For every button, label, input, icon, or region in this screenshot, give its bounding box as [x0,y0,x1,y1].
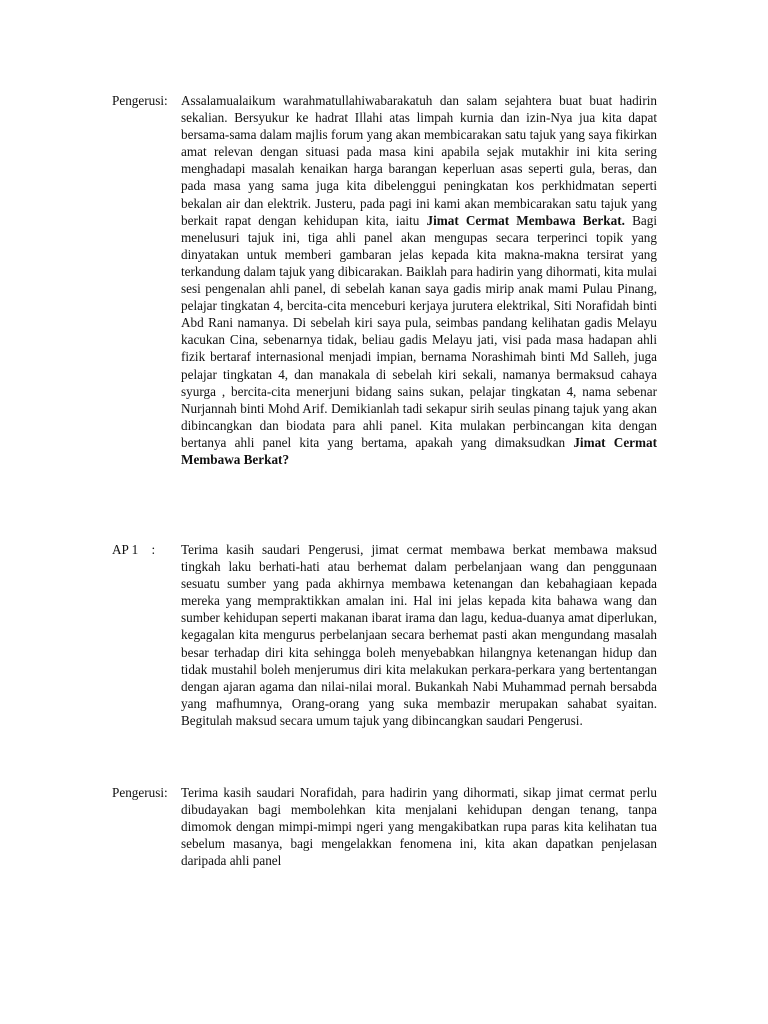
speaker-label: Pengerusi: [112,785,168,800]
speech-segment: Bagi menelusuri tajuk ini, tiga ahli panel akan mengupas secara terperinci topik yang dinyatakan untuk memberi gambaran jelas kepada kita makna-makna tersirat yang terkandung dalam tajuk yang dibicarakan. Baiklah para hadirin yang dihormati, kita mulai sesi pengenalan ahli panel, di sebelah kanan saya gadis mirip anak mami Pulau Pinang, pelajar tingkatan 4, bercita-cita menceburi kerjaya jurutera elektrikal, Siti Norafidah binti Abd Rani namanya. Di sebelah kiri saya pula, seimbas pandang kelihatan gadis Melayu kacukan Cina, sebenarnya tidak, beliau gadis Melayu jati, visi pada masa hadapan ahli fizik bertaraf internasional menjadi impian, bernama Norashimah binti Md Salleh, juga pelajar tingkatan 4, dan manakala di sebelah kiri sekali, namanya bermaksud cahaya syurga , bercita-cita menerjuni bidang sains sukan, pelajar tingkatan 4, nama sebenar Nurjannah binti Mohd Arif. Demikianlah tadi sekapur sirih seulas pinang tajuk yang akan dibincangkan dan biodata para ahli panel. Kita mulakan perbincangan kita dengan bertanya ahli panel kita yang bertama, apakah yang dimaksudkan [181,212,657,450]
speech-text [181,92,657,468]
speech-segment: Assalamualaikum warahmatullahiwabarakatuh dan salam sejahtera buat buat hadirin sekalian. Bersyukur ke hadrat Illahi atas limpah kurnia dan izin-Nya jua kita dapat bersama-sama dalam majlis forum yang akan membicarakan satu tajuk yang saya fikirkan amat relevan dengan situasi pada masa kini apabila sejak mutakhir ini kita sering menghadapi masalah kenaikan harga barangan keperluan asas seperti gula, beras, dan pada masa yang sama juga kita dibelenggui peningkatan kos perkhidmatan seperti bekalan air dan elektrik. Justeru, pada pagi ini kami akan membicarakan satu tajuk yang berkait rapat dengan kehidupan kita, iaitu [181,93,657,228]
speech-text [181,541,657,729]
speech-segment: Terima kasih saudari Pengerusi, jimat cermat membawa berkat membawa maksud tingkah laku berhati-hati atau berhemat dalam perbelanjaan wang dan penggunaan sesuatu sumber yang pada akhirnya membawa ketenangan dan kebahagiaan kepada mereka yang mempraktikkan amalan ini. Hal ini jelas kepada kita bahawa wang dan sumber kehidupan seperti makanan ibarat irama dan lagu, kedua-duanya amat diperlukan, kegagalan kita mengurus perbelanjaan secara berhemat pasti akan mengundang masalah besar terhadap diri kita sehingga boleh menyebabkan hilangnya ketenangan hidup dan tidak mustahil boleh menjerumus diri kita melakukan perkara-perkara yang bertentangan dengan ajaran agama dan nilai-nilai moral. Bukankah Nabi Muhammad pernah bersabda yang mafhumnya, Orang-orang yang suka membazir merupakan sahabat syaitan. Begitulah maksud secara umum tajuk yang dibincangkan saudari Pengerusi. [181,542,657,728]
topic-question-bold: Jimat Cermat Membawa Berkat? [181,434,657,467]
dialogue-entry-chairperson-followup [112,784,657,869]
speech-text [181,784,657,869]
speaker-label: AP 1 : [112,542,156,557]
dialogue-entry-chairperson-opening [112,92,657,468]
speech-segment: Terima kasih saudari Norafidah, para hadirin yang dihormati, sikap jimat cermat perlu dibudayakan bagi membolehkan kita menjalani kehidupan dengan tenang, tanpa dimomok dengan mimpi-mimpi ngeri yang mengakibatkan rupa paras kita kelihatan tua sebelum masanya, bagi mengelakkan fenomena ini, kita akan dapatkan penjelasan daripada ahli panel [181,785,657,869]
topic-title-bold: Jimat Cermat Membawa Berkat. [426,212,625,228]
dialogue-entry-panelist-1 [112,541,657,729]
speaker-label: Pengerusi: [112,93,168,108]
